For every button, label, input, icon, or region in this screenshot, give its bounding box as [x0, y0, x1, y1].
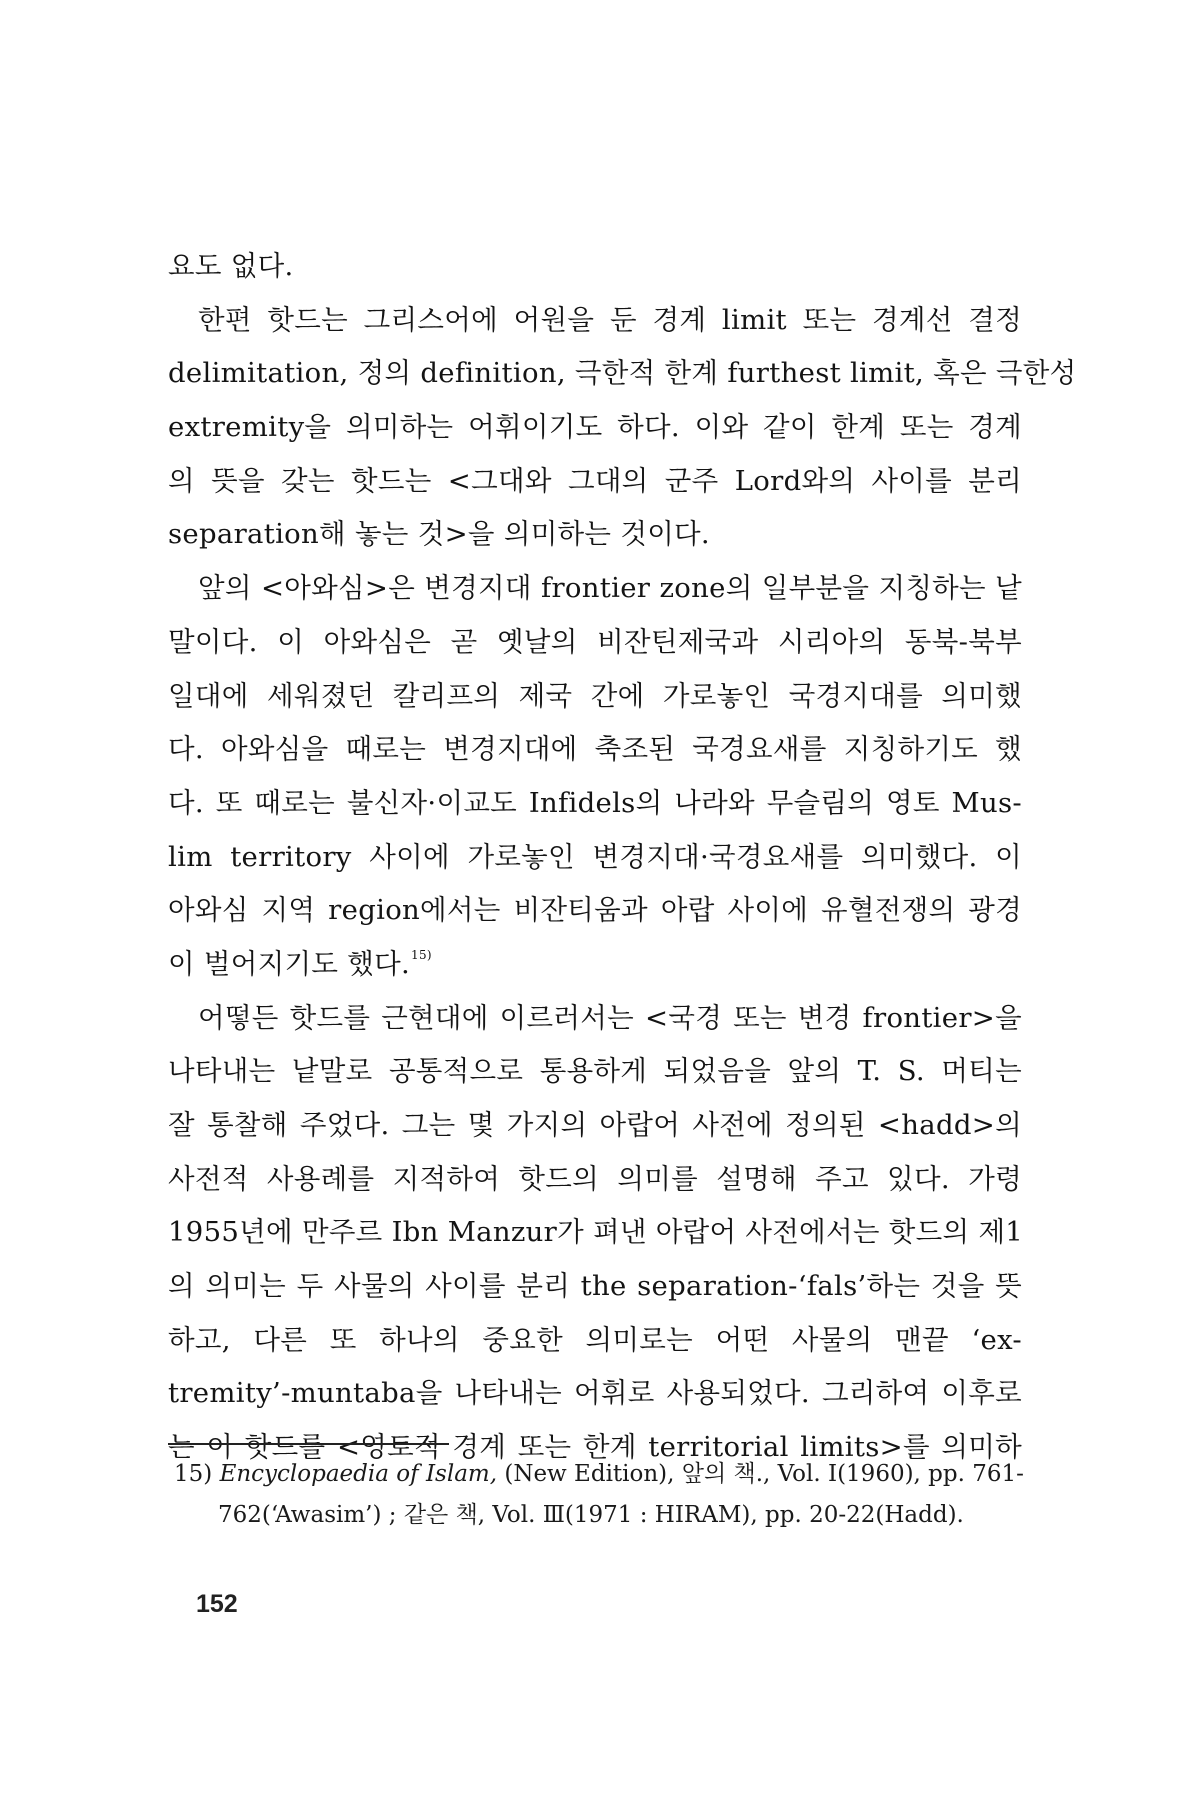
- body-line: 사전적 사용례를 지적하여 핫드의 의미를 설명해 주고 있다. 가령: [168, 1162, 1022, 1195]
- body-line: 는 이 핫드를 <영토적 경계 또는 한계 territorial limits>를 의미하: [168, 1431, 1022, 1464]
- footnote-reference: 15): [411, 947, 432, 962]
- body-line: 일대에 세워졌던 칼리프의 제국 간에 가로놓인 국경지대를 의미했: [168, 679, 1022, 712]
- body-line: 다. 아와심을 때로는 변경지대에 축조된 국경요새를 지칭하기도 했: [168, 733, 1022, 766]
- body-line: separation해 놓는 것>을 의미하는 것이다.: [168, 518, 710, 551]
- footnote-divider: [168, 1443, 449, 1445]
- body-line: 말이다. 이 아와심은 곧 옛날의 비잔틴제국과 시리아의 동북-북부: [168, 625, 1022, 658]
- footnote-line: [174, 1454, 1026, 1495]
- body-line: 잘 통찰해 주었다. 그는 몇 가지의 아랍어 사전에 정의된 <hadd>의: [168, 1109, 1022, 1141]
- body-line: 나타내는 낱말로 공통적으로 통용하게 되었음을 앞의 T. S. 머티는: [168, 1055, 1022, 1088]
- footnote-title: Encyclopaedia of Islam,: [219, 1461, 498, 1487]
- body-line: 다. 또 때로는 불신자·이교도 Infidels의 나라와 무슬림의 영토 Mus-: [168, 786, 1022, 819]
- body-line: tremity’-muntaba을 나타내는 어휘로 사용되었다. 그리하여 이후로: [168, 1377, 1022, 1410]
- body-line: delimitation, 정의 definition, 극한적 한계 furthest limit, 혹은 극한성: [168, 357, 1077, 390]
- body-line: 어떻든 핫드를 근현대에 이르러서는 <국경 또는 변경 frontier>을: [198, 1001, 1022, 1034]
- body-line: extremity을 의미하는 어휘이기도 하다. 이와 같이 한계 또는 경계: [168, 411, 1022, 444]
- body-line-with-footnote-ref: [168, 938, 1022, 992]
- page-number: 152: [196, 1590, 238, 1618]
- body-line: lim territory 사이에 가로놓인 변경지대·국경요새를 의미했다. 이: [168, 840, 1022, 873]
- footnote-line: 762(‘Awasim’) ; 같은 책, Vol. Ⅲ(1971 : HIRAM), pp. 20-22(Hadd).: [218, 1502, 964, 1528]
- body-line: 의 의미는 두 사물의 사이를 분리 the separation-‘fals’하는 것을 뜻: [168, 1270, 1022, 1303]
- body-line: 아와심 지역 region에서는 비잔티움과 아랍 사이에 유혈전쟁의 광경: [168, 894, 1022, 927]
- body-line: 한편 핫드는 그리스어에 어원을 둔 경계 limit 또는 경계선 결정: [198, 303, 1022, 336]
- footnote-number: 15): [174, 1461, 213, 1487]
- footnote-citation: (New Edition), 앞의 책., Vol. Ⅰ(1960), pp. 761-: [497, 1461, 1024, 1487]
- body-line: 하고, 다른 또 하나의 중요한 의미로는 어떤 사물의 맨끝 ‘ex-: [168, 1323, 1022, 1356]
- body-text: [168, 240, 1077, 1475]
- body-line: 1955년에 만주르 Ibn Manzur가 펴낸 아랍어 사전에서는 핫드의 제1: [168, 1216, 1024, 1249]
- body-line-text: 이 벌어지기도 했다.: [168, 947, 411, 980]
- body-line: 의 뜻을 갖는 핫드는 <그대와 그대의 군주 Lord와의 사이를 분리: [168, 464, 1022, 497]
- footnote: [174, 1454, 1026, 1536]
- body-line: 앞의 <아와심>은 변경지대 frontier zone의 일부분을 지칭하는 낱: [198, 572, 1022, 605]
- body-line: 요도 없다.: [168, 250, 294, 282]
